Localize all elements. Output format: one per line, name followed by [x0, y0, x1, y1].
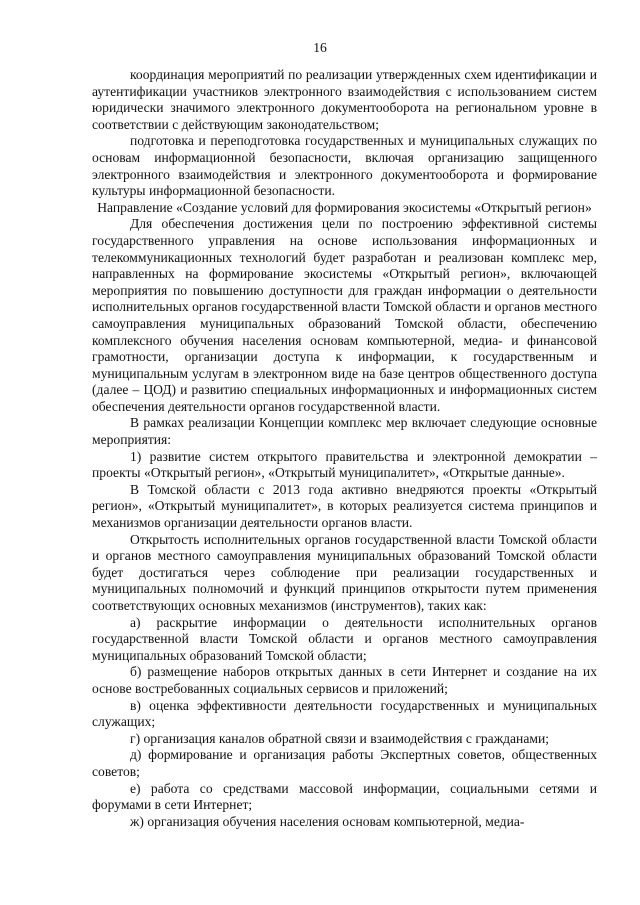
list-item: г) организация каналов обратной связи и взаимодействия с гражданами;: [130, 730, 550, 746]
list-item: 1) развитие систем открытого правительства и электронной демократии – проекты «Открытый регион», «Открытый муниципалитет», «Открытые данные».: [92, 448, 597, 481]
paragraph: координация мероприятий по реализации утвержденных схем идентификации и аутентификации участников электронного взаимодействия с использованием систем юридически значимого электронного документооборота на региональном уровне в соответствии с действующим законодательством;: [92, 67, 597, 132]
paragraph: Открытость исполнительных органов государственной власти Томской области и органов местного самоуправления муниципальных образований Томской области будет достигаться через соблюдение при реализации государственных и муниципальных полномочий и функций принципов открытости путем применения соответствующих основных механизмов (инструментов), таких как:: [92, 531, 597, 613]
section-heading: Направление «Создание условий для формирования экосистемы «Открытый регион»: [97, 199, 592, 215]
list-item: ж) организация обучения населения основам компьютерной, медиа-: [130, 813, 525, 829]
paragraph: подготовка и переподготовка государственных и муниципальных служащих по основам информационной безопасности, включая организацию защищенного электронного взаимодействия и электронного документооборота и формирование культуры информационной безопасности.: [92, 133, 597, 199]
document-body: [92, 67, 597, 830]
list-item: в) оценка эффективности деятельности государственных и муниципальных служащих;: [92, 697, 597, 730]
list-item: е) работа со средствами массовой информации, социальными сетями и форумами в сети Интернет;: [92, 780, 597, 813]
page-number: 16: [313, 40, 327, 55]
paragraph: В рамках реализации Концепции комплекс мер включает следующие основные мероприятия:: [92, 415, 597, 448]
list-item: д) формирование и организация работы Экспертных советов, общественных советов;: [92, 747, 597, 779]
paragraph: Для обеспечения достижения цели по построению эффективной системы государственного управления на основе использования информационных и телекоммуникационных технологий будет разработан и реализован комплекс мер, направленных на формирование экосистемы «Открытый регион», включающей мероприятия по повышению доступности для граждан информации о деятельности исполнительных органов государственной власти Томской области и органов местного самоуправления муниципальных образований Томской области, обеспечению комплексного обучения населения основам компьютерной, медиа- и финансовой грамотности, организации доступа к информации, к государственным и муниципальным услугам в электронном виде на базе центров общественного доступа (далее – ЦОД) и развитию специальных информационных и информационных систем обеспечения деятельности органов государственной власти.: [92, 216, 597, 414]
paragraph: В Томской области с 2013 года активно внедряются проекты «Открытый регион», «Открытый муниципалитет», в которых реализуется система принципов и механизмов организации деятельности органов власти.: [92, 481, 597, 531]
list-item: б) размещение наборов открытых данных в сети Интернет и создание на их основе востребованных социальных сервисов и приложений;: [92, 664, 597, 696]
list-item: а) раскрытие информации о деятельности исполнительных органов государственной власти Томской области и органов местного самоуправления муниципальных образований Томской области;: [92, 614, 597, 663]
